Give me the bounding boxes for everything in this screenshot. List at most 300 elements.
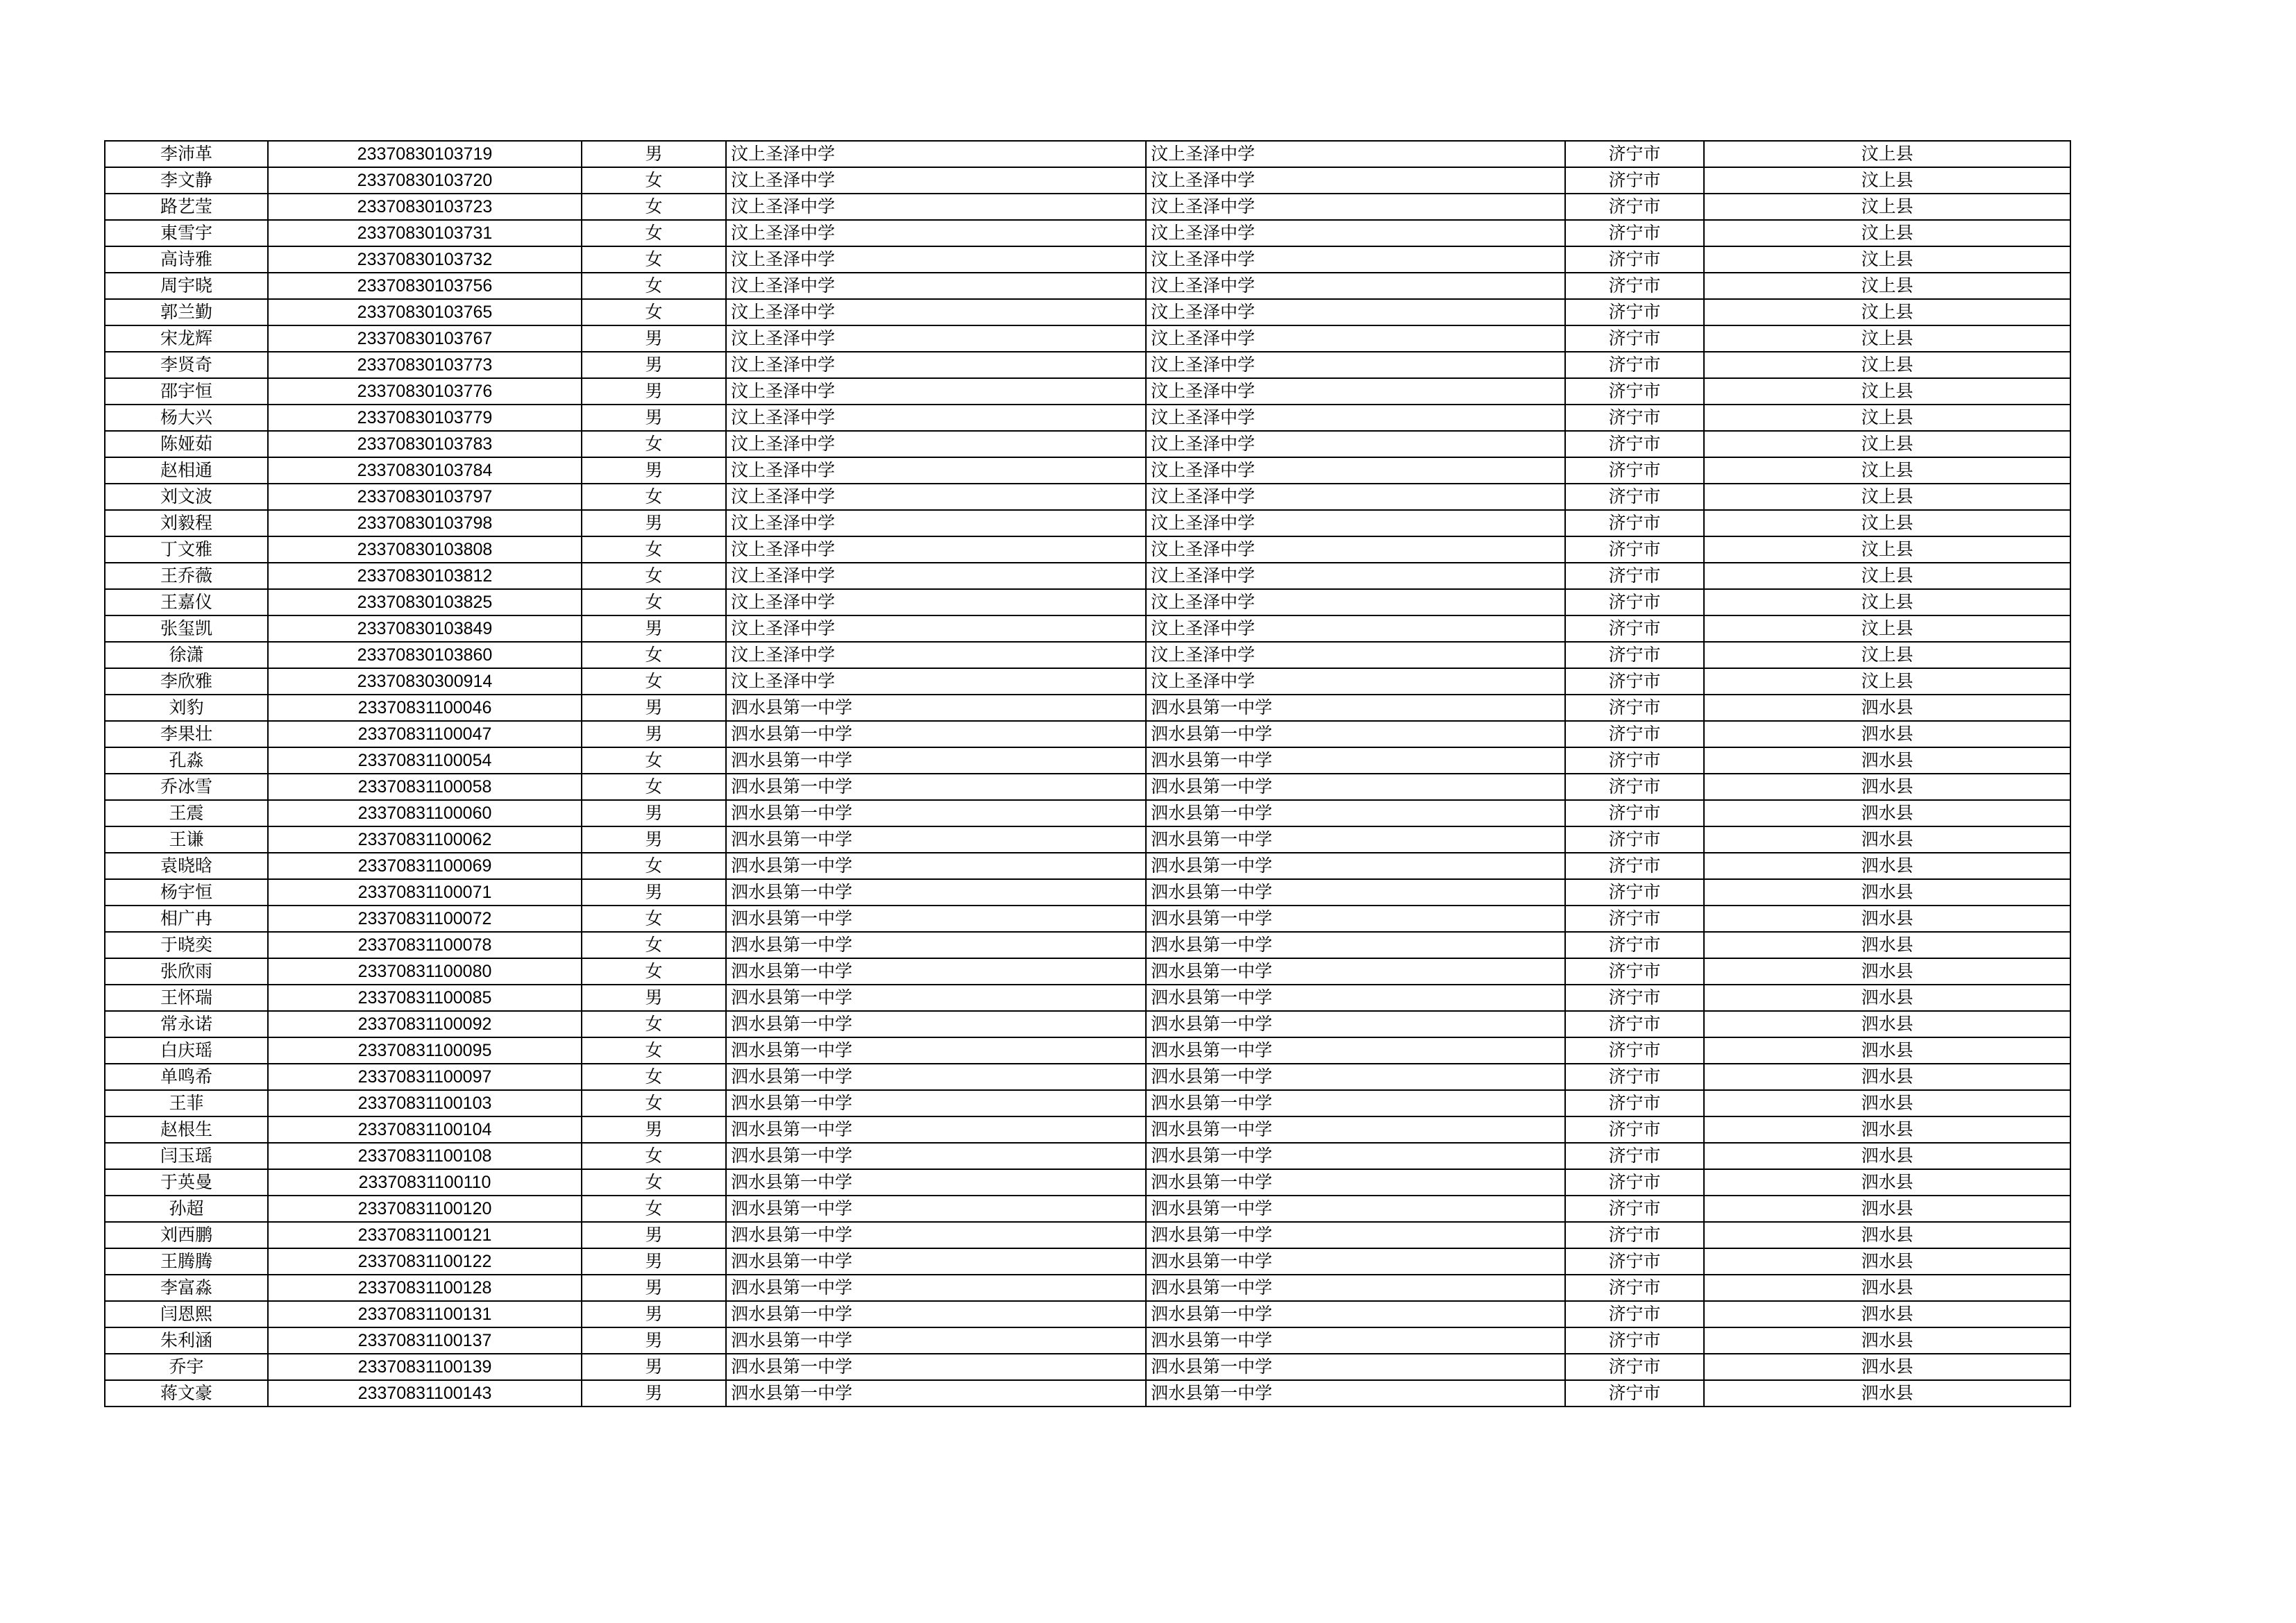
county-cell: 汶上县 — [1704, 668, 2070, 695]
student-name-cell: 丁文雅 — [105, 536, 268, 563]
exam-id-cell: 23370831100108 — [268, 1143, 582, 1169]
gender-cell: 男 — [582, 1222, 726, 1248]
gender-cell: 男 — [582, 510, 726, 536]
gender-cell: 男 — [582, 141, 726, 167]
table-row — [105, 1222, 2070, 1248]
exam-id-cell: 23370830103731 — [268, 220, 582, 246]
county-cell: 汶上县 — [1704, 431, 2070, 457]
gender-cell: 男 — [582, 800, 726, 826]
city-cell: 济宁市 — [1565, 800, 1704, 826]
school-secondary-cell: 汶上圣泽中学 — [1146, 246, 1565, 273]
school-cell: 汶上圣泽中学 — [726, 194, 1146, 220]
student-name-cell: 李欣雅 — [105, 668, 268, 695]
county-cell: 泗水县 — [1704, 1354, 2070, 1380]
city-cell: 济宁市 — [1565, 510, 1704, 536]
city-cell: 济宁市 — [1565, 1116, 1704, 1143]
school-cell: 泗水县第一中学 — [726, 747, 1146, 774]
school-cell: 泗水县第一中学 — [726, 800, 1146, 826]
school-secondary-cell: 泗水县第一中学 — [1146, 800, 1565, 826]
county-cell: 泗水县 — [1704, 1222, 2070, 1248]
school-cell: 汶上圣泽中学 — [726, 273, 1146, 299]
city-cell: 济宁市 — [1565, 747, 1704, 774]
student-name-cell: 宋龙辉 — [105, 325, 268, 352]
county-cell: 汶上县 — [1704, 457, 2070, 484]
school-secondary-cell: 汶上圣泽中学 — [1146, 220, 1565, 246]
gender-cell: 女 — [582, 958, 726, 985]
student-name-cell: 李沛革 — [105, 141, 268, 167]
student-name-cell: 张欣雨 — [105, 958, 268, 985]
county-cell: 泗水县 — [1704, 985, 2070, 1011]
exam-id-cell: 23370831100062 — [268, 826, 582, 853]
school-cell: 汶上圣泽中学 — [726, 484, 1146, 510]
student-name-cell: 乔冰雪 — [105, 774, 268, 800]
table-row — [105, 378, 2070, 405]
city-cell: 济宁市 — [1565, 695, 1704, 721]
school-cell: 汶上圣泽中学 — [726, 589, 1146, 615]
student-name-cell: 李果壮 — [105, 721, 268, 747]
school-secondary-cell: 泗水县第一中学 — [1146, 721, 1565, 747]
student-name-cell: 徐潇 — [105, 642, 268, 668]
gender-cell: 男 — [582, 405, 726, 431]
school-cell: 泗水县第一中学 — [726, 1327, 1146, 1354]
city-cell: 济宁市 — [1565, 246, 1704, 273]
table-row — [105, 800, 2070, 826]
county-cell: 泗水县 — [1704, 774, 2070, 800]
school-cell: 汶上圣泽中学 — [726, 352, 1146, 378]
school-secondary-cell: 汶上圣泽中学 — [1146, 510, 1565, 536]
student-name-cell: 赵根生 — [105, 1116, 268, 1143]
school-cell: 泗水县第一中学 — [726, 1037, 1146, 1064]
table-row — [105, 642, 2070, 668]
county-cell: 汶上县 — [1704, 220, 2070, 246]
exam-id-cell: 23370831100121 — [268, 1222, 582, 1248]
school-cell: 泗水县第一中学 — [726, 721, 1146, 747]
county-cell: 汶上县 — [1704, 589, 2070, 615]
table-row — [105, 695, 2070, 721]
county-cell: 泗水县 — [1704, 1011, 2070, 1037]
table-row — [105, 958, 2070, 985]
student-name-cell: 邵宇恒 — [105, 378, 268, 405]
city-cell: 济宁市 — [1565, 906, 1704, 932]
school-cell: 泗水县第一中学 — [726, 853, 1146, 879]
county-cell: 泗水县 — [1704, 1064, 2070, 1090]
school-cell: 泗水县第一中学 — [726, 1011, 1146, 1037]
gender-cell: 女 — [582, 246, 726, 273]
county-cell: 泗水县 — [1704, 826, 2070, 853]
school-secondary-cell: 泗水县第一中学 — [1146, 1380, 1565, 1407]
exam-id-cell: 23370831100122 — [268, 1248, 582, 1275]
county-cell: 汶上县 — [1704, 246, 2070, 273]
student-name-cell: 刘西鹏 — [105, 1222, 268, 1248]
exam-id-cell: 23370831100080 — [268, 958, 582, 985]
school-cell: 泗水县第一中学 — [726, 879, 1146, 906]
student-name-cell: 闫玉瑶 — [105, 1143, 268, 1169]
exam-id-cell: 23370831100060 — [268, 800, 582, 826]
table-row — [105, 1011, 2070, 1037]
exam-id-cell: 23370830103756 — [268, 273, 582, 299]
county-cell: 泗水县 — [1704, 1275, 2070, 1301]
gender-cell: 女 — [582, 906, 726, 932]
county-cell: 汶上县 — [1704, 536, 2070, 563]
city-cell: 济宁市 — [1565, 1196, 1704, 1222]
student-name-cell: 于英曼 — [105, 1169, 268, 1196]
gender-cell: 男 — [582, 378, 726, 405]
county-cell: 汶上县 — [1704, 510, 2070, 536]
gender-cell: 女 — [582, 1196, 726, 1222]
school-cell: 泗水县第一中学 — [726, 1275, 1146, 1301]
table-row — [105, 1301, 2070, 1327]
school-secondary-cell: 泗水县第一中学 — [1146, 958, 1565, 985]
table-row — [105, 457, 2070, 484]
city-cell: 济宁市 — [1565, 1301, 1704, 1327]
city-cell: 济宁市 — [1565, 352, 1704, 378]
school-secondary-cell: 汶上圣泽中学 — [1146, 405, 1565, 431]
gender-cell: 女 — [582, 1037, 726, 1064]
city-cell: 济宁市 — [1565, 194, 1704, 220]
school-secondary-cell: 汶上圣泽中学 — [1146, 325, 1565, 352]
county-cell: 汶上县 — [1704, 484, 2070, 510]
exam-id-cell: 23370830103773 — [268, 352, 582, 378]
table-row — [105, 1037, 2070, 1064]
student-name-cell: 相广冉 — [105, 906, 268, 932]
school-cell: 泗水县第一中学 — [726, 958, 1146, 985]
gender-cell: 女 — [582, 563, 726, 589]
gender-cell: 男 — [582, 695, 726, 721]
student-name-cell: 周宇晓 — [105, 273, 268, 299]
city-cell: 济宁市 — [1565, 879, 1704, 906]
city-cell: 济宁市 — [1565, 536, 1704, 563]
gender-cell: 女 — [582, 1011, 726, 1037]
school-cell: 泗水县第一中学 — [726, 1143, 1146, 1169]
table-row — [105, 273, 2070, 299]
student-name-cell: 王菲 — [105, 1090, 268, 1116]
school-secondary-cell: 泗水县第一中学 — [1146, 1354, 1565, 1380]
city-cell: 济宁市 — [1565, 932, 1704, 958]
gender-cell: 女 — [582, 194, 726, 220]
school-cell: 泗水县第一中学 — [726, 1196, 1146, 1222]
exam-id-cell: 23370831100103 — [268, 1090, 582, 1116]
gender-cell: 女 — [582, 932, 726, 958]
school-cell: 汶上圣泽中学 — [726, 299, 1146, 325]
school-secondary-cell: 汶上圣泽中学 — [1146, 273, 1565, 299]
city-cell: 济宁市 — [1565, 774, 1704, 800]
school-secondary-cell: 汶上圣泽中学 — [1146, 378, 1565, 405]
school-secondary-cell: 泗水县第一中学 — [1146, 1222, 1565, 1248]
county-cell: 泗水县 — [1704, 1169, 2070, 1196]
county-cell: 泗水县 — [1704, 1248, 2070, 1275]
table-row — [105, 431, 2070, 457]
exam-id-cell: 23370830103720 — [268, 167, 582, 194]
school-secondary-cell: 汶上圣泽中学 — [1146, 668, 1565, 695]
city-cell: 济宁市 — [1565, 1064, 1704, 1090]
student-name-cell: 路艺莹 — [105, 194, 268, 220]
student-name-cell: 高诗雅 — [105, 246, 268, 273]
county-cell: 泗水县 — [1704, 1380, 2070, 1407]
table-row — [105, 879, 2070, 906]
city-cell: 济宁市 — [1565, 457, 1704, 484]
school-cell: 泗水县第一中学 — [726, 1116, 1146, 1143]
exam-id-cell: 23370830103849 — [268, 615, 582, 642]
school-cell: 汶上圣泽中学 — [726, 510, 1146, 536]
gender-cell: 男 — [582, 1380, 726, 1407]
school-secondary-cell: 泗水县第一中学 — [1146, 747, 1565, 774]
county-cell: 泗水县 — [1704, 1116, 2070, 1143]
gender-cell: 女 — [582, 536, 726, 563]
table-row — [105, 1116, 2070, 1143]
city-cell: 济宁市 — [1565, 220, 1704, 246]
county-cell: 泗水县 — [1704, 1327, 2070, 1354]
school-secondary-cell: 泗水县第一中学 — [1146, 1196, 1565, 1222]
school-secondary-cell: 汶上圣泽中学 — [1146, 299, 1565, 325]
school-cell: 汶上圣泽中学 — [726, 141, 1146, 167]
city-cell: 济宁市 — [1565, 299, 1704, 325]
school-secondary-cell: 泗水县第一中学 — [1146, 1064, 1565, 1090]
school-cell: 泗水县第一中学 — [726, 1380, 1146, 1407]
county-cell: 汶上县 — [1704, 325, 2070, 352]
student-name-cell: 刘豹 — [105, 695, 268, 721]
city-cell: 济宁市 — [1565, 431, 1704, 457]
county-cell: 汶上县 — [1704, 273, 2070, 299]
student-name-cell: 王谦 — [105, 826, 268, 853]
table-row — [105, 1196, 2070, 1222]
exam-id-cell: 23370831100128 — [268, 1275, 582, 1301]
city-cell: 济宁市 — [1565, 853, 1704, 879]
exam-id-cell: 23370831100046 — [268, 695, 582, 721]
student-name-cell: 蒋文豪 — [105, 1380, 268, 1407]
student-name-cell: 刘毅程 — [105, 510, 268, 536]
gender-cell: 男 — [582, 457, 726, 484]
table-row — [105, 325, 2070, 352]
gender-cell: 男 — [582, 1248, 726, 1275]
city-cell: 济宁市 — [1565, 589, 1704, 615]
exam-id-cell: 23370830103765 — [268, 299, 582, 325]
table-row — [105, 774, 2070, 800]
county-cell: 泗水县 — [1704, 1037, 2070, 1064]
exam-id-cell: 23370830103812 — [268, 563, 582, 589]
school-secondary-cell: 汶上圣泽中学 — [1146, 457, 1565, 484]
exam-id-cell: 23370831100092 — [268, 1011, 582, 1037]
table-row — [105, 721, 2070, 747]
school-secondary-cell: 泗水县第一中学 — [1146, 1090, 1565, 1116]
school-secondary-cell: 泗水县第一中学 — [1146, 695, 1565, 721]
school-secondary-cell: 汶上圣泽中学 — [1146, 167, 1565, 194]
county-cell: 汶上县 — [1704, 615, 2070, 642]
school-secondary-cell: 泗水县第一中学 — [1146, 879, 1565, 906]
table-row — [105, 668, 2070, 695]
table-row — [105, 1380, 2070, 1407]
gender-cell: 女 — [582, 167, 726, 194]
table-row — [105, 536, 2070, 563]
school-secondary-cell: 汶上圣泽中学 — [1146, 352, 1565, 378]
table-row — [105, 589, 2070, 615]
student-name-cell: 李富淼 — [105, 1275, 268, 1301]
table-row — [105, 1327, 2070, 1354]
school-cell: 泗水县第一中学 — [726, 1064, 1146, 1090]
exam-id-cell: 23370830103723 — [268, 194, 582, 220]
school-cell: 泗水县第一中学 — [726, 695, 1146, 721]
school-cell: 汶上圣泽中学 — [726, 431, 1146, 457]
county-cell: 泗水县 — [1704, 1143, 2070, 1169]
school-secondary-cell: 汶上圣泽中学 — [1146, 141, 1565, 167]
school-cell: 泗水县第一中学 — [726, 1169, 1146, 1196]
table-row — [105, 853, 2070, 879]
exam-id-cell: 23370831100143 — [268, 1380, 582, 1407]
city-cell: 济宁市 — [1565, 1090, 1704, 1116]
county-cell: 汶上县 — [1704, 563, 2070, 589]
table-row — [105, 220, 2070, 246]
gender-cell: 女 — [582, 220, 726, 246]
city-cell: 济宁市 — [1565, 167, 1704, 194]
exam-id-cell: 23370831100104 — [268, 1116, 582, 1143]
school-cell: 泗水县第一中学 — [726, 1248, 1146, 1275]
exam-id-cell: 23370831100054 — [268, 747, 582, 774]
roster-sheet — [104, 140, 2070, 1407]
student-name-cell: 白庆瑶 — [105, 1037, 268, 1064]
city-cell: 济宁市 — [1565, 563, 1704, 589]
city-cell: 济宁市 — [1565, 1037, 1704, 1064]
table-row — [105, 1064, 2070, 1090]
table-row — [105, 563, 2070, 589]
exam-id-cell: 23370830103860 — [268, 642, 582, 668]
student-name-cell: 乔宇 — [105, 1354, 268, 1380]
gender-cell: 男 — [582, 1327, 726, 1354]
school-secondary-cell: 泗水县第一中学 — [1146, 826, 1565, 853]
county-cell: 汶上县 — [1704, 352, 2070, 378]
exam-id-cell: 23370831100139 — [268, 1354, 582, 1380]
school-secondary-cell: 泗水县第一中学 — [1146, 932, 1565, 958]
gender-cell: 女 — [582, 668, 726, 695]
county-cell: 汶上县 — [1704, 378, 2070, 405]
table-row — [105, 1169, 2070, 1196]
school-secondary-cell: 泗水县第一中学 — [1146, 906, 1565, 932]
exam-id-cell: 23370830300914 — [268, 668, 582, 695]
county-cell: 汶上县 — [1704, 405, 2070, 431]
county-cell: 泗水县 — [1704, 721, 2070, 747]
exam-id-cell: 23370831100131 — [268, 1301, 582, 1327]
city-cell: 济宁市 — [1565, 958, 1704, 985]
school-secondary-cell: 汶上圣泽中学 — [1146, 484, 1565, 510]
county-cell: 泗水县 — [1704, 747, 2070, 774]
school-secondary-cell: 泗水县第一中学 — [1146, 1037, 1565, 1064]
school-cell: 汶上圣泽中学 — [726, 615, 1146, 642]
county-cell: 泗水县 — [1704, 932, 2070, 958]
school-cell: 泗水县第一中学 — [726, 906, 1146, 932]
gender-cell: 女 — [582, 484, 726, 510]
gender-cell: 女 — [582, 774, 726, 800]
school-cell: 汶上圣泽中学 — [726, 457, 1146, 484]
school-cell: 泗水县第一中学 — [726, 985, 1146, 1011]
gender-cell: 女 — [582, 299, 726, 325]
school-cell: 汶上圣泽中学 — [726, 536, 1146, 563]
gender-cell: 女 — [582, 431, 726, 457]
student-name-cell: 常永诺 — [105, 1011, 268, 1037]
school-cell: 汶上圣泽中学 — [726, 246, 1146, 273]
school-secondary-cell: 汶上圣泽中学 — [1146, 536, 1565, 563]
county-cell: 泗水县 — [1704, 800, 2070, 826]
student-name-cell: 李文静 — [105, 167, 268, 194]
city-cell: 济宁市 — [1565, 1354, 1704, 1380]
city-cell: 济宁市 — [1565, 141, 1704, 167]
county-cell: 汶上县 — [1704, 299, 2070, 325]
gender-cell: 女 — [582, 747, 726, 774]
student-name-cell: 赵相通 — [105, 457, 268, 484]
gender-cell: 男 — [582, 352, 726, 378]
gender-cell: 男 — [582, 879, 726, 906]
gender-cell: 女 — [582, 589, 726, 615]
school-cell: 泗水县第一中学 — [726, 1354, 1146, 1380]
school-cell: 汶上圣泽中学 — [726, 668, 1146, 695]
exam-id-cell: 23370831100058 — [268, 774, 582, 800]
city-cell: 济宁市 — [1565, 1011, 1704, 1037]
table-row — [105, 1090, 2070, 1116]
county-cell: 泗水县 — [1704, 1090, 2070, 1116]
city-cell: 济宁市 — [1565, 1327, 1704, 1354]
school-secondary-cell: 汶上圣泽中学 — [1146, 431, 1565, 457]
city-cell: 济宁市 — [1565, 405, 1704, 431]
city-cell: 济宁市 — [1565, 325, 1704, 352]
exam-id-cell: 23370830103719 — [268, 141, 582, 167]
gender-cell: 男 — [582, 325, 726, 352]
county-cell: 汶上县 — [1704, 194, 2070, 220]
exam-id-cell: 23370831100085 — [268, 985, 582, 1011]
school-cell: 泗水县第一中学 — [726, 826, 1146, 853]
school-secondary-cell: 泗水县第一中学 — [1146, 985, 1565, 1011]
city-cell: 济宁市 — [1565, 668, 1704, 695]
city-cell: 济宁市 — [1565, 378, 1704, 405]
roster-table — [104, 140, 2071, 1407]
school-secondary-cell: 泗水县第一中学 — [1146, 1143, 1565, 1169]
student-name-cell: 陈娅茹 — [105, 431, 268, 457]
school-secondary-cell: 泗水县第一中学 — [1146, 774, 1565, 800]
table-row — [105, 1275, 2070, 1301]
gender-cell: 男 — [582, 985, 726, 1011]
school-cell: 汶上圣泽中学 — [726, 642, 1146, 668]
student-name-cell: 张玺凯 — [105, 615, 268, 642]
exam-id-cell: 23370831100078 — [268, 932, 582, 958]
table-row — [105, 510, 2070, 536]
school-cell: 汶上圣泽中学 — [726, 563, 1146, 589]
student-name-cell: 郭兰勤 — [105, 299, 268, 325]
exam-id-cell: 23370830103797 — [268, 484, 582, 510]
school-cell: 汶上圣泽中学 — [726, 405, 1146, 431]
city-cell: 济宁市 — [1565, 642, 1704, 668]
table-row — [105, 932, 2070, 958]
county-cell: 泗水县 — [1704, 906, 2070, 932]
county-cell: 泗水县 — [1704, 695, 2070, 721]
gender-cell: 男 — [582, 1275, 726, 1301]
gender-cell: 男 — [582, 1354, 726, 1380]
student-name-cell: 李贤奇 — [105, 352, 268, 378]
table-row — [105, 615, 2070, 642]
school-cell: 泗水县第一中学 — [726, 1090, 1146, 1116]
city-cell: 济宁市 — [1565, 985, 1704, 1011]
exam-id-cell: 23370830103784 — [268, 457, 582, 484]
school-secondary-cell: 汶上圣泽中学 — [1146, 589, 1565, 615]
county-cell: 泗水县 — [1704, 1196, 2070, 1222]
gender-cell: 男 — [582, 615, 726, 642]
county-cell: 泗水县 — [1704, 879, 2070, 906]
county-cell: 泗水县 — [1704, 958, 2070, 985]
exam-id-cell: 23370831100071 — [268, 879, 582, 906]
exam-id-cell: 23370830103732 — [268, 246, 582, 273]
gender-cell: 女 — [582, 1090, 726, 1116]
school-secondary-cell: 泗水县第一中学 — [1146, 1327, 1565, 1354]
gender-cell: 男 — [582, 1116, 726, 1143]
city-cell: 济宁市 — [1565, 1169, 1704, 1196]
school-secondary-cell: 泗水县第一中学 — [1146, 1011, 1565, 1037]
school-secondary-cell: 泗水县第一中学 — [1146, 1116, 1565, 1143]
city-cell: 济宁市 — [1565, 484, 1704, 510]
